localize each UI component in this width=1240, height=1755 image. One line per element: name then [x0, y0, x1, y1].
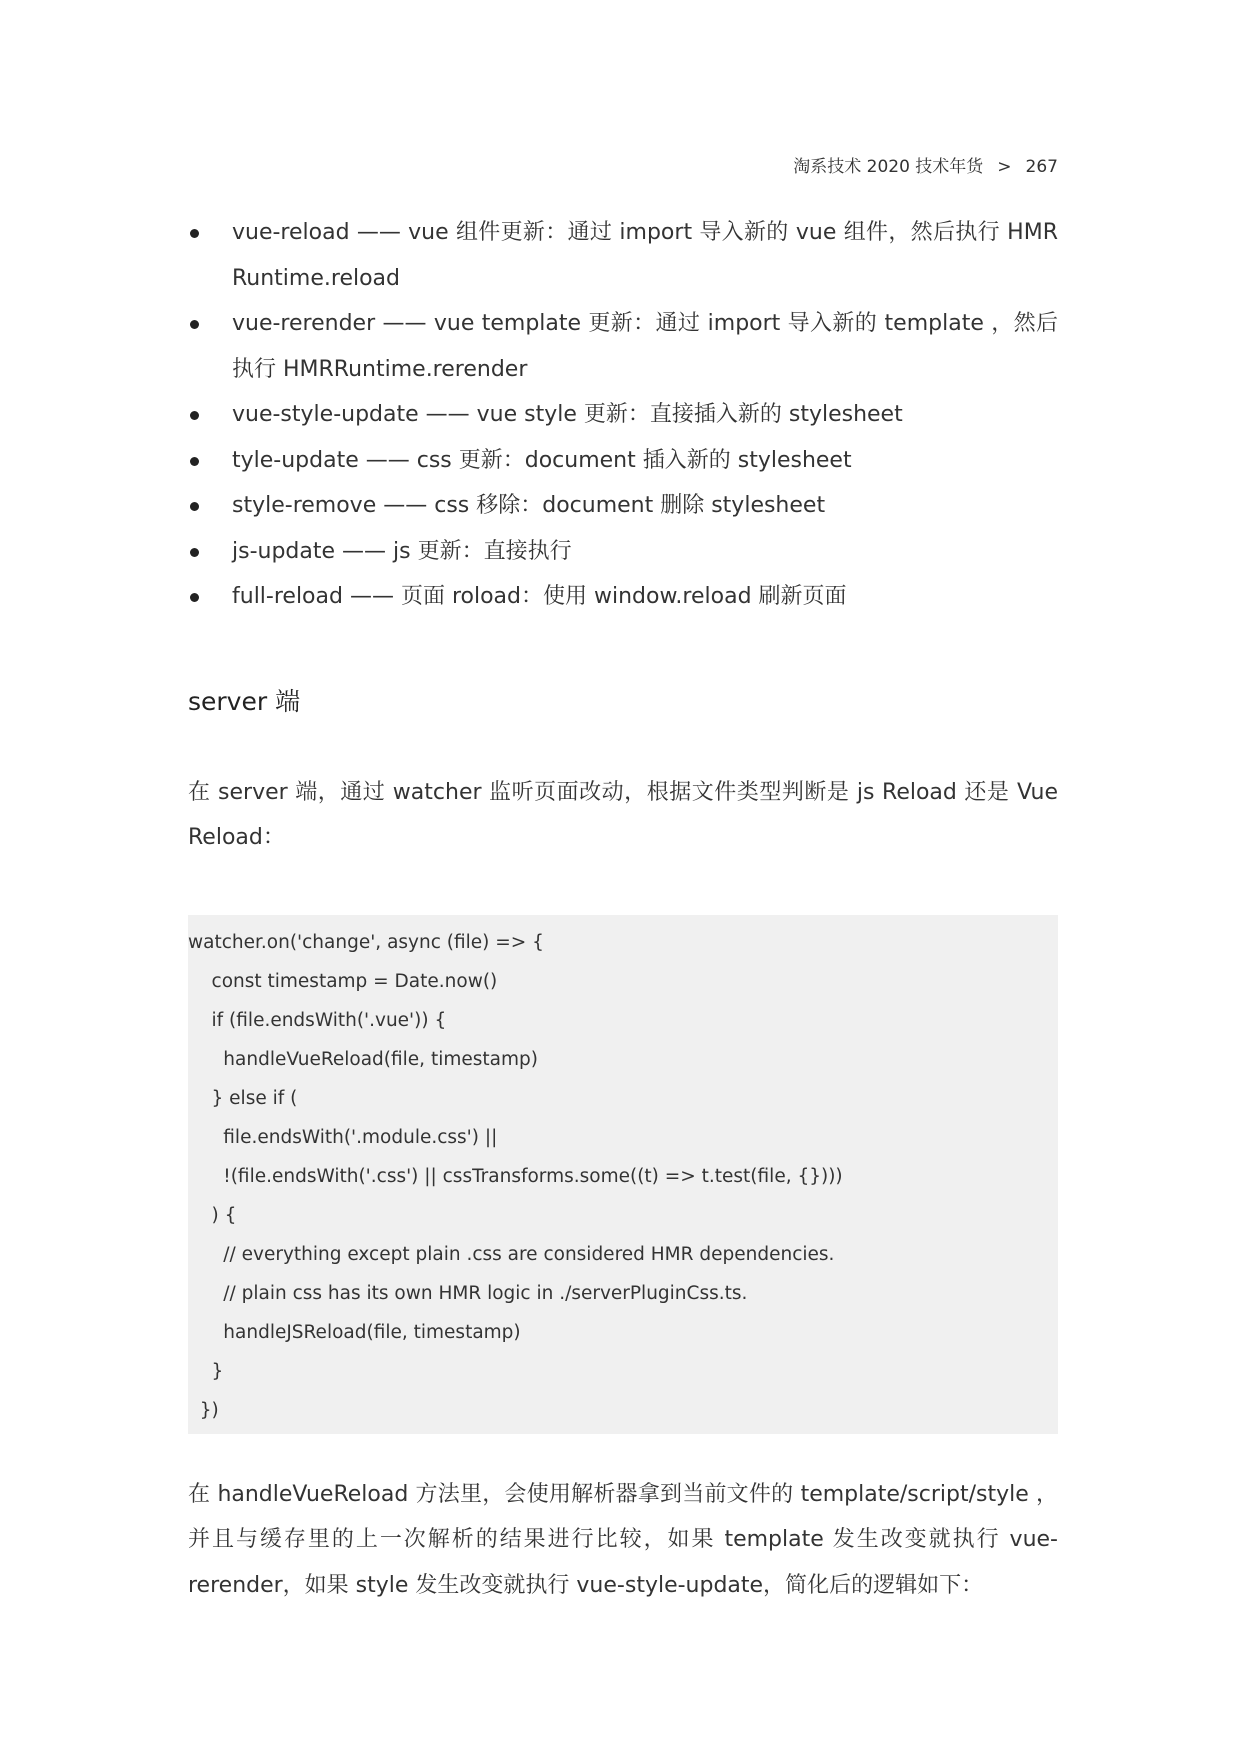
- header-separator: >: [997, 157, 1012, 177]
- code-line: // everything except plain .css are considered HMR dependencies.: [188, 1243, 835, 1265]
- bullet-dot-icon: [190, 229, 199, 238]
- bullet-dot-icon: [190, 593, 199, 602]
- code-line: // plain css has its own HMR logic in ./serverPluginCss.ts.: [188, 1282, 748, 1304]
- section-heading: server 端: [188, 686, 301, 716]
- bullet-dot-icon: [190, 502, 199, 511]
- code-line: }): [188, 1399, 219, 1421]
- bullet-dot-icon: [190, 548, 199, 557]
- bullet-dot-icon: [190, 411, 199, 420]
- code-line: ) {: [188, 1204, 237, 1226]
- list-item: vue-rerender —— vue template 更新：通过 import 导入新的 template ，然后执行 HMRRuntime.rerender: [188, 301, 1058, 392]
- bullet-dot-icon: [190, 320, 199, 329]
- list-item: vue-reload —— vue 组件更新：通过 import 导入新的 vue 组件，然后执行 HMR Runtime.reload: [188, 210, 1058, 301]
- code-line: handleJSReload(file, timestamp): [188, 1321, 521, 1343]
- code-line: file.endsWith('.module.css') ||: [188, 1126, 498, 1148]
- code-line: !(file.endsWith('.css') || cssTransforms.some((t) => t.test(file, {}))): [188, 1165, 843, 1187]
- code-line: } else if (: [188, 1087, 298, 1109]
- code-block: [188, 915, 1058, 1434]
- code-line: handleVueReload(file, timestamp): [188, 1048, 538, 1070]
- list-item: full-reload —— 页面 roload：使用 window.reload 刷新页面: [188, 574, 1058, 620]
- closing-paragraph: 在 handleVueReload 方法里，会使用解析器拿到当前文件的 template/script/style ，并且与缓存里的上一次解析的结果进行比较，如果 template 发生改变就执行 vue-rerender，如果 style 发生改变就执行 vue-style-update，简化后的逻辑如下：: [188, 1481, 1058, 1598]
- main-content: [188, 210, 1058, 1608]
- code-line: if (file.endsWith('.vue')) {: [188, 1009, 447, 1031]
- list-item: vue-style-update —— vue style 更新：直接插入新的 stylesheet: [188, 392, 1058, 438]
- code-line: const timestamp = Date.now(): [188, 970, 498, 992]
- hmr-message-list: [188, 210, 1058, 620]
- list-item: js-update —— js 更新：直接执行: [188, 529, 1058, 575]
- page-number: 267: [1025, 157, 1058, 177]
- book-title: 淘系技术 2020 技术年货: [793, 157, 984, 177]
- list-item: tyle-update —— css 更新：document 插入新的 stylesheet: [188, 438, 1058, 484]
- intro-paragraph: 在 server 端，通过 watcher 监听页面改动，根据文件类型判断是 js Reload 还是 Vue Reload：: [188, 779, 1058, 850]
- bullet-dot-icon: [190, 457, 199, 466]
- running-header: [793, 152, 1058, 177]
- code-line: }: [188, 1360, 224, 1382]
- list-item: style-remove —— css 移除：document 删除 stylesheet: [188, 483, 1058, 529]
- code-line: watcher.on('change', async (file) => {: [188, 931, 544, 953]
